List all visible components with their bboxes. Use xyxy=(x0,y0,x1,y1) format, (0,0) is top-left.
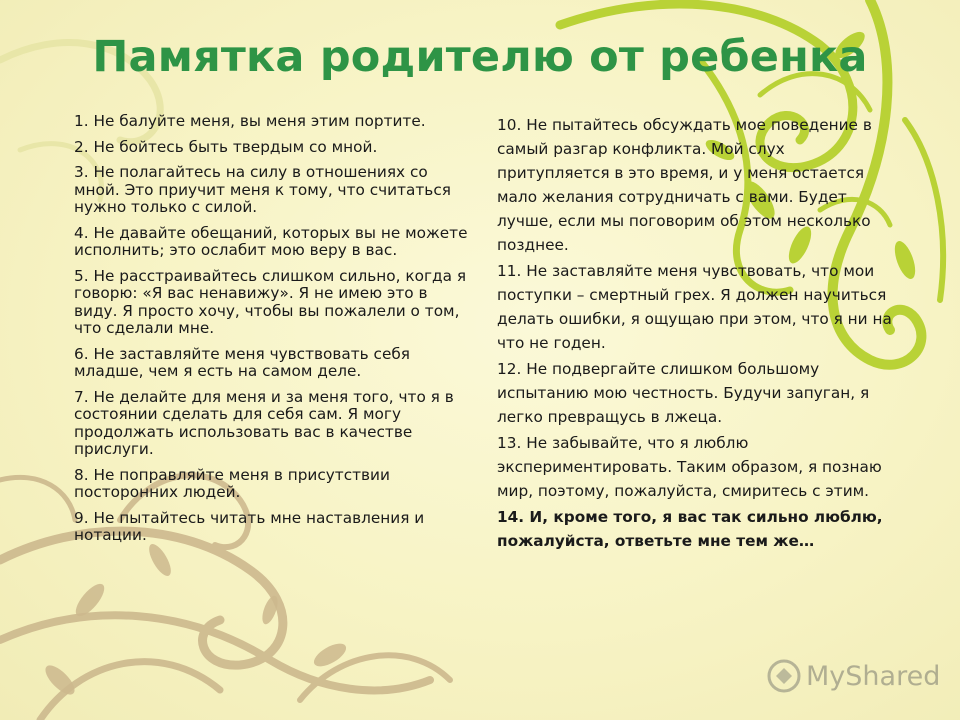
list-item: 12. Не подвергайте слишком большому испытанию мою честность. Будучи запуган, я легко превращусь в лжеца. xyxy=(497,360,870,426)
watermark-logo xyxy=(766,656,940,696)
slide-title: Памятка родителю от ребенка xyxy=(92,32,868,82)
list-item: 10. Не пытайтесь обсуждать мое поведение в самый разгар конфликта. Мой слух притупляется в это время, и у меня остается мало желания сотрудничать с вами. Будет лучше, если мы поговорим об этом несколько позднее. xyxy=(497,116,872,254)
list-item: 7. Не делайте для меня и за меня того, что я в состоянии сделать для себя сам. Я могу продолжать использовать вас в качестве прислуги. xyxy=(74,387,454,458)
list-item: 9. Не пытайтесь читать мне наставления и нотации. xyxy=(74,508,425,544)
list-item: 11. Не заставляйте меня чувствовать, что мои поступки – смертный грех. Я должен научиться делать ошибки, я ощущаю при этом, что я ни на что не годен. xyxy=(497,262,892,352)
watermark-text: MyShared xyxy=(806,660,941,692)
final-list-item: 14. И, кроме того, я вас так сильно люблю, пожалуйста, ответьте мне тем же… xyxy=(497,508,883,550)
list-item: 6. Не заставляйте меня чувствовать себя младше, чем я есть на самом деле. xyxy=(74,344,411,380)
list-item: 5. Не расстраивайтесь слишком сильно, когда я говорю: «Я вас ненавижу». Я не имею это в виду. Я просто хочу, чтобы вы пожалели о том, что сделали мне. xyxy=(74,266,467,337)
myshared-logo-icon xyxy=(766,658,802,694)
right-column-list xyxy=(497,113,901,555)
left-column-list xyxy=(74,113,472,553)
list-item: 1. Не балуйте меня, вы меня этим портите. xyxy=(74,112,426,130)
list-item: 2. Не бойтесь быть твердым со мной. xyxy=(74,137,378,156)
list-item: 3. Не полагайтесь на силу в отношениях со мной. Это приучит меня к тому, что считаться нужно только с силой. xyxy=(74,163,451,216)
list-item: 4. Не давайте обещаний, которых вы не можете исполнить; это ослабит мою веру в вас. xyxy=(74,223,468,259)
list-item: 8. Не поправляйте меня в присутствии посторонних людей. xyxy=(74,465,390,501)
list-item: 13. Не забывайте, что я люблю экспериментировать. Таким образом, я познаю мир, поэтому, пожалуйста, смиритесь с этим. xyxy=(497,434,882,500)
